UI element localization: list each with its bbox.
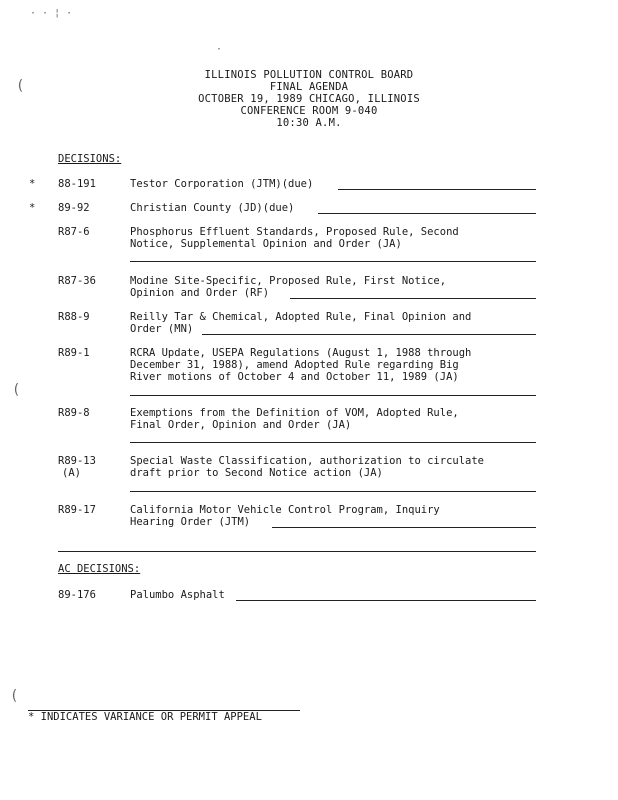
signature-line <box>130 395 536 396</box>
meeting-date-location: OCTOBER 19, 1989 CHICAGO, ILLINOIS <box>198 93 420 105</box>
meeting-room: CONFERENCE ROOM 9-040 <box>240 105 378 117</box>
scan-mark: ( <box>10 688 19 704</box>
signature-line <box>272 527 536 528</box>
scan-mark: ( <box>12 382 21 398</box>
item-text: Modine Site-Specific, Proposed Rule, First Notice, <box>130 275 447 287</box>
meeting-time: 10:30 A.M. <box>276 117 342 129</box>
item-text: Final Order, Opinion and Order (JA) <box>130 419 352 431</box>
signature-line <box>236 600 536 601</box>
item-text: Special Waste Classification, authorization to circulate <box>130 455 485 467</box>
signature-line <box>202 334 536 335</box>
appeal-asterisk: * <box>29 178 36 190</box>
docket-number: 89-176 <box>58 589 96 601</box>
signature-line <box>130 261 536 262</box>
signature-line <box>130 442 536 443</box>
scan-speck: · · ¦ · <box>30 8 73 19</box>
signature-line <box>338 189 536 190</box>
item-text: California Motor Vehicle Control Program, Inquiry <box>130 504 440 516</box>
docket-number: R87-36 <box>58 275 96 287</box>
item-text: Hearing Order (JTM) <box>130 516 251 528</box>
section-divider <box>58 551 536 552</box>
docket-number: 89-92 <box>58 202 90 214</box>
item-text: River motions of October 4 and October 11, 1989 (JA) <box>130 371 459 383</box>
item-text: Christian County (JD)(due) <box>130 202 295 214</box>
item-text: draft prior to Second Notice action (JA) <box>130 467 383 479</box>
signature-line <box>130 491 536 492</box>
footer-note: * INDICATES VARIANCE OR PERMIT APPEAL <box>28 711 262 723</box>
docket-number: R88-9 <box>58 311 90 323</box>
docket-number: R89-1 <box>58 347 90 359</box>
item-text: Testor Corporation (JTM)(due) <box>130 178 314 190</box>
docket-subpart: (A) <box>62 467 81 479</box>
board-title: ILLINOIS POLLUTION CONTROL BOARD <box>204 69 414 81</box>
agenda-title: FINAL AGENDA <box>269 81 349 93</box>
appeal-asterisk: * <box>29 202 36 214</box>
item-text: December 31, 1988), amend Adopted Rule regarding Big <box>130 359 459 371</box>
item-text: Order (MN) <box>130 323 194 335</box>
item-text: Opinion and Order (RF) <box>130 287 270 299</box>
docket-number: R89-13 <box>58 455 96 467</box>
decisions-heading: DECISIONS: <box>58 153 122 165</box>
item-text: Reilly Tar & Chemical, Adopted Rule, Final Opinion and <box>130 311 472 323</box>
docket-number: 88-191 <box>58 178 96 190</box>
docket-number: R89-8 <box>58 407 90 419</box>
item-text: Exemptions from the Definition of VOM, Adopted Rule, <box>130 407 459 419</box>
scan-mark: ( <box>16 78 25 94</box>
docket-number: R89-17 <box>58 504 96 516</box>
item-text: Palumbo Asphalt <box>130 589 225 601</box>
signature-line <box>290 298 536 299</box>
docket-number: R87-6 <box>58 226 90 238</box>
scan-speck: · <box>216 44 223 55</box>
item-text: Notice, Supplemental Opinion and Order (JA) <box>130 238 402 250</box>
ac-decisions-heading: AC DECISIONS: <box>58 563 141 575</box>
item-text: Phosphorus Effluent Standards, Proposed Rule, Second <box>130 226 459 238</box>
signature-line <box>318 213 536 214</box>
item-text: RCRA Update, USEPA Regulations (August 1, 1988 through <box>130 347 472 359</box>
